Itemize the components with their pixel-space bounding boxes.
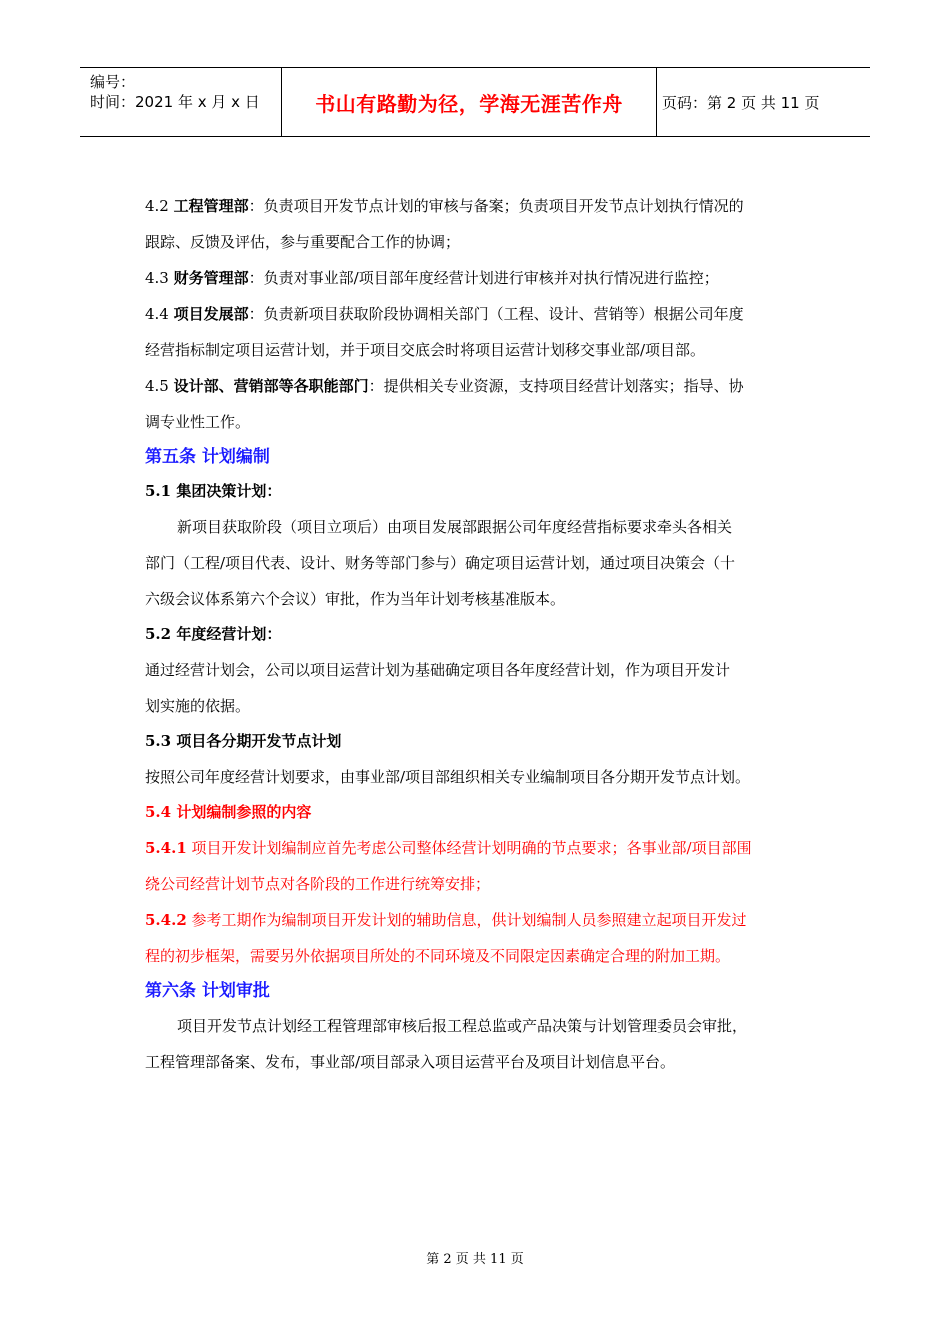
section-5-1-para-end: 六级会议体系第六个会议）审批，作为当年计划考核基准版本。: [145, 590, 566, 608]
section-5-1-heading: 5.1 集团决策计划：: [145, 482, 282, 500]
section-4-5: 4.5 设计部、营销部等各职能部门：提供相关专业资源，支持项目经营计划落实；指导、协: [145, 377, 744, 395]
section-4-2-cont: 跟踪、反馈及评估，参与重要配合工作的协调；: [145, 233, 461, 251]
section-5-1-para-cont: 部门（工程/项目代表、设计、财务等部门参与）确定项目运营计划，通过项目决策会（十: [145, 554, 736, 572]
header-motto: 书山有路勤为径，学海无涯苦作舟: [282, 68, 657, 136]
section-4-4: 4.4 项目发展部：负责新项目获取阶段协调相关部门（工程、设计、营销等）根据公司年度: [145, 305, 744, 323]
section-5-1-para: 新项目获取阶段（项目立项后）由项目发展部跟据公司年度经营指标要求牵头各相关: [177, 518, 733, 536]
article-6-heading: 第六条 计划审批: [145, 981, 270, 1001]
article-6-para: 项目开发节点计划经工程管理部审核后报工程总监或产品决策与计划管理委员会审批，: [177, 1017, 748, 1035]
article-5-heading: 第五条 计划编制: [145, 447, 270, 467]
section-4-5-cont: 调专业性工作。: [145, 413, 251, 431]
section-5-3-para: 按照公司年度经营计划要求，由事业部/项目部组织相关专业编制项目各分期开发节点计划。: [145, 768, 751, 786]
doc-time-label: 时间：2021 年 x 月 x 日: [90, 93, 260, 111]
section-5-4-1-cont: 绕公司经营计划节点对各阶段的工作进行统筹安排；: [145, 875, 491, 893]
section-5-3-heading: 5.3 项目各分期开发节点计划: [145, 732, 342, 750]
section-5-2-para-cont: 划实施的依据。: [145, 697, 251, 715]
header-page-number: 页码：第 2 页 共 11 页: [662, 93, 820, 112]
section-5-2-heading: 5.2 年度经营计划：: [145, 625, 282, 643]
section-5-4-heading: 5.4 计划编制参照的内容: [145, 803, 312, 821]
section-5-2-para: 通过经营计划会，公司以项目运营计划为基础确定项目各年度经营计划，作为项目开发计: [145, 661, 731, 679]
page-footer: 第 2 页 共 11 页: [426, 1252, 524, 1267]
section-5-4-2-cont: 程的初步框架，需要另外依据项目所处的不同环境及不同限定因素确定合理的附加工期。: [145, 947, 731, 965]
section-4-2: 4.2 工程管理部：负责项目开发节点计划的审核与备案；负责项目开发节点计划执行情况的: [145, 197, 744, 215]
article-6-para-cont: 工程管理部备案、发布，事业部/项目部录入项目运营平台及项目计划信息平台。: [145, 1053, 676, 1071]
doc-number-label: 编号：: [90, 73, 136, 91]
header-meta: [80, 68, 282, 136]
page-header: [80, 67, 870, 137]
section-4-4-cont: 经营指标制定项目运营计划，并于项目交底会时将项目运营计划移交事业部/项目部。: [145, 341, 706, 359]
section-4-3: 4.3 财务管理部：负责对事业部/项目部年度经营计划进行审核并对执行情况进行监控；: [145, 269, 719, 287]
section-5-4-1: 5.4.1 项目开发计划编制应首先考虑公司整体经营计划明确的节点要求；各事业部/项目部围: [145, 839, 752, 857]
document-body: [145, 188, 810, 1080]
section-5-4-2: 5.4.2 参考工期作为编制项目开发计划的辅助信息，供计划编制人员参照建立起项目开发过: [145, 911, 747, 929]
